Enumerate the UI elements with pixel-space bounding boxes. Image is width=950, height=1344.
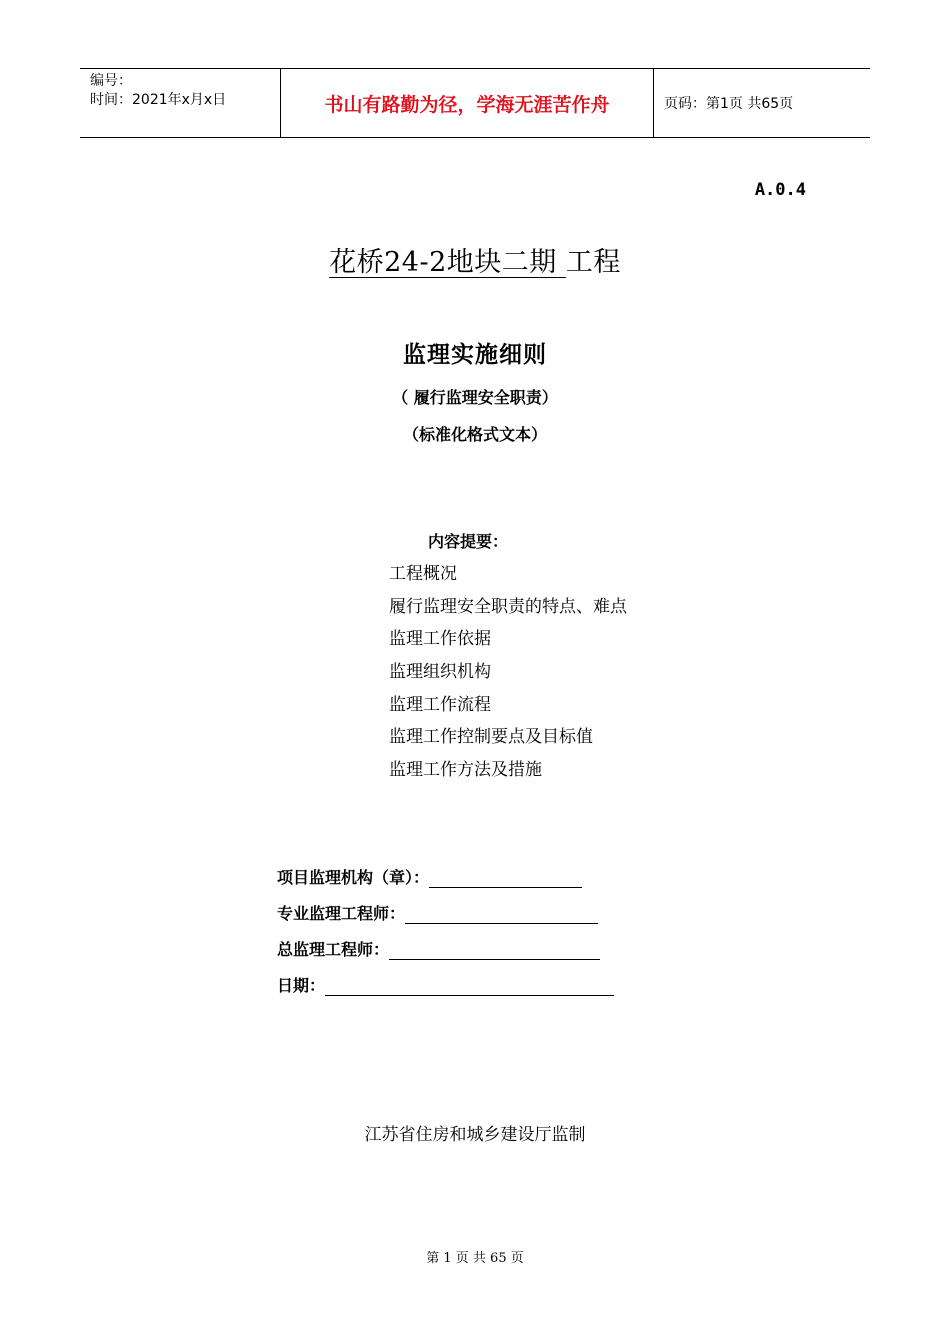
summary-list [389,558,627,787]
signature-engineer-label: 专业监理工程师： [277,904,406,923]
signature-engineer-line [405,905,598,924]
issuer: 江苏省住房和城乡建设厅监制 [364,1125,586,1145]
project-suffix: 工程 [565,247,621,278]
signature-date-label: 日期： [277,976,326,995]
header-page-info: 页码：第1页 共65页 [664,96,794,112]
signature-date-line [325,977,614,996]
document-title: 监理实施细则 [403,342,547,368]
summary-heading: 内容提要： [428,532,509,551]
number-label: 编号： [90,73,132,89]
time-label: 时间：2021年x月x日 [90,92,227,108]
summary-item: 监理组织机构 [389,662,491,683]
summary-item: 履行监理安全职责的特点、难点 [389,596,627,617]
signature-org-line [429,869,582,888]
document-subtitle-1: （ 履行监理安全职责） [392,388,558,407]
signature-chief-label: 总监理工程师： [277,940,390,959]
header-table [80,68,870,138]
header-motto: 书山有路勤为径，学海无涯苦作舟 [281,69,654,137]
summary-item: 监理工作控制要点及目标值 [389,727,593,748]
signature-engineer-row [277,901,598,924]
document-subtitle-2: （标准化格式文本） [402,425,547,444]
signature-chief-line [389,941,600,960]
signature-date-row [277,973,614,996]
summary-item: 监理工作流程 [389,694,491,715]
header-meta [80,69,281,137]
summary-item: 工程概况 [389,564,457,584]
project-title [0,240,950,279]
signature-chief-row [277,937,600,960]
signature-org-row [277,865,582,888]
page-footer: 第 1 页 共 65 页 [426,1251,524,1266]
signature-org-label: 项目监理机构（章）： [277,868,430,887]
document-code: A.0.4 [754,180,806,200]
summary-item: 监理工作方法及措施 [389,760,542,781]
summary-item: 监理工作依据 [389,629,491,650]
project-name: 花桥24-2地块二期 [329,247,566,278]
